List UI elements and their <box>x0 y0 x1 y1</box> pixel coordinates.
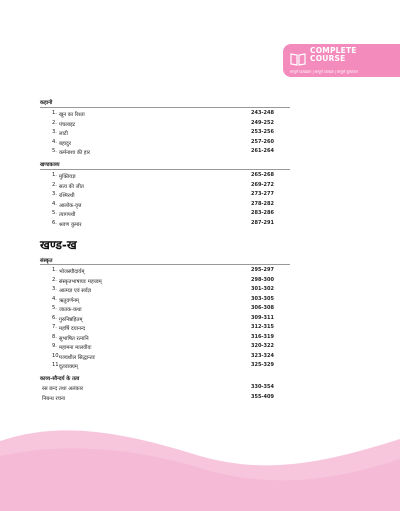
entry-pages: 303-305 <box>251 295 274 302</box>
khandkavya-section <box>40 160 290 228</box>
entry-number: 7. <box>52 324 57 330</box>
entry-pages: 295-297 <box>251 267 274 273</box>
khandkavya-list <box>40 172 290 229</box>
entry-title: त्यागपथी <box>59 212 76 218</box>
kavya-list <box>40 384 290 403</box>
open-book-icon <box>290 52 306 66</box>
toc-entry <box>40 110 290 120</box>
entry-pages: 243-248 <box>251 110 274 116</box>
entry-number: 5. <box>52 305 57 311</box>
kahani-section <box>40 98 290 156</box>
entry-number: 3. <box>52 129 57 135</box>
entry-number: 2. <box>52 181 57 188</box>
entry-number: 9. <box>52 343 57 349</box>
entry-pages: 283-286 <box>251 210 274 216</box>
toc-entry <box>40 220 290 230</box>
entry-title: संस्कृतभाषायाः महत्त्वम् <box>59 278 102 285</box>
entry-title: निबन्ध रचना <box>42 395 66 402</box>
toc-entry <box>40 129 290 139</box>
entry-title: महर्षि दयानन्द <box>59 326 86 332</box>
entry-title: ऋतुवर्णनम् <box>59 297 79 304</box>
entry-title: मुक्तियज्ञ <box>59 174 76 180</box>
entry-number: 4. <box>52 138 57 145</box>
toc-entry <box>40 296 290 306</box>
section-title: खण्डकाव्य <box>40 162 60 168</box>
toc-entry <box>40 148 290 158</box>
entry-pages: 265-268 <box>251 172 274 178</box>
entry-pages: 330-354 <box>251 384 274 390</box>
toc-entry <box>40 191 290 201</box>
entry-pages: 273-277 <box>251 191 274 197</box>
entry-title: दूतवाक्यम् <box>59 364 78 370</box>
entry-pages: 316-319 <box>251 333 274 340</box>
toc-entry <box>40 120 290 130</box>
entry-number: 2. <box>52 119 57 126</box>
entry-pages: 278-282 <box>251 200 274 207</box>
toc-entry <box>40 394 290 404</box>
entry-number: 2. <box>52 276 57 283</box>
entry-number: 5. <box>52 210 57 216</box>
section-title: कहानी <box>40 100 53 106</box>
badge-tagline: सम्पूर्ण पाठ्यक्रम | सम्पूर्ण व्याख्या | सम्पूर्ण मूल्यांकन <box>290 70 358 74</box>
toc-entry <box>40 384 290 394</box>
entry-pages: 301-302 <box>251 286 274 292</box>
entry-title: खून का रिश्ता <box>59 112 85 118</box>
entry-pages: 253-256 <box>251 129 274 135</box>
toc-entry <box>40 139 290 149</box>
section-title: संस्कृत <box>40 258 53 264</box>
entry-title: रश्मिरथी <box>59 193 75 199</box>
toc-entry <box>40 334 290 344</box>
entry-number: 6. <box>52 219 57 226</box>
entry-number: 4. <box>52 200 57 207</box>
entry-pages: 298-300 <box>251 276 274 283</box>
divider <box>40 264 290 265</box>
entry-title: बहादुर <box>59 140 71 147</box>
entry-pages: 306-308 <box>251 305 274 311</box>
toc-entry <box>40 267 290 277</box>
entry-number: 10. <box>52 352 61 359</box>
entry-title: सुभाषित रत्नानि <box>59 335 89 342</box>
divider <box>40 169 290 170</box>
toc-entry <box>40 324 290 334</box>
entry-pages: 325-329 <box>251 362 274 368</box>
toc-entry <box>40 305 290 315</box>
entry-title: महामना मालवीयः <box>59 345 92 351</box>
entry-title: सत्य की जीत <box>59 183 84 190</box>
toc-entry <box>40 210 290 220</box>
section-title: काव्य-सौन्दर्य के तत्व <box>40 376 80 382</box>
entry-number: 5. <box>52 148 57 154</box>
entry-title: लाटी <box>59 131 68 137</box>
entry-title: जातक-कथा <box>59 307 82 313</box>
khand-kha-section <box>40 236 290 402</box>
entry-pages: 269-272 <box>251 181 274 188</box>
entry-title: कर्मनाशा की हार <box>59 150 91 156</box>
entry-number: 1. <box>52 172 57 178</box>
entry-title: रस छन्द तथा अलंकार <box>42 386 84 392</box>
entry-title: आलोक-वृत्त <box>59 202 82 209</box>
entry-pages: 355-409 <box>251 393 274 400</box>
part-title: खण्ड-ख <box>40 238 77 252</box>
toc-entry <box>40 353 290 363</box>
entry-pages: 287-291 <box>251 219 274 226</box>
entry-number: 4. <box>52 295 57 302</box>
entry-title: आत्मज्ञ एवं सर्वज्ञ <box>59 288 91 294</box>
entry-title: भोजस्यौदार्यम् <box>59 269 85 275</box>
entry-number: 6. <box>52 314 57 321</box>
entry-number: 11. <box>52 362 61 368</box>
badge-title: COMPLETE COURSE <box>310 46 357 63</box>
entry-number: 3. <box>52 286 57 292</box>
toc-entry <box>40 343 290 353</box>
entry-pages: 320-322 <box>251 343 274 349</box>
entry-pages: 249-252 <box>251 119 274 126</box>
kahani-list <box>40 110 290 158</box>
toc-entry <box>40 362 290 372</box>
entry-pages: 261-264 <box>251 148 274 154</box>
divider <box>40 107 290 108</box>
entry-number: 3. <box>52 191 57 197</box>
entry-number: 1. <box>52 267 57 273</box>
toc-entry <box>40 201 290 211</box>
entry-number: 8. <box>52 333 57 340</box>
entry-title: गुरुनिष्ठहितम् <box>59 316 83 323</box>
pink-wave-decoration <box>0 401 400 511</box>
entry-pages: 309-311 <box>251 314 274 321</box>
toc-entry <box>40 315 290 325</box>
entry-title: श्रवण कुमार <box>59 221 82 228</box>
entry-pages: 312-315 <box>251 324 274 330</box>
sanskrit-list <box>40 267 290 372</box>
toc-entry <box>40 182 290 192</box>
entry-title: पंचलाइट <box>59 121 76 128</box>
toc-entry <box>40 286 290 296</box>
entry-pages: 323-324 <box>251 352 274 359</box>
entry-pages: 257-260 <box>251 138 274 145</box>
toc-entry <box>40 172 290 182</box>
entry-title: पञ्चशील सिद्धान्ताः <box>59 354 96 361</box>
entry-number: 1. <box>52 110 57 116</box>
toc-entry <box>40 277 290 287</box>
